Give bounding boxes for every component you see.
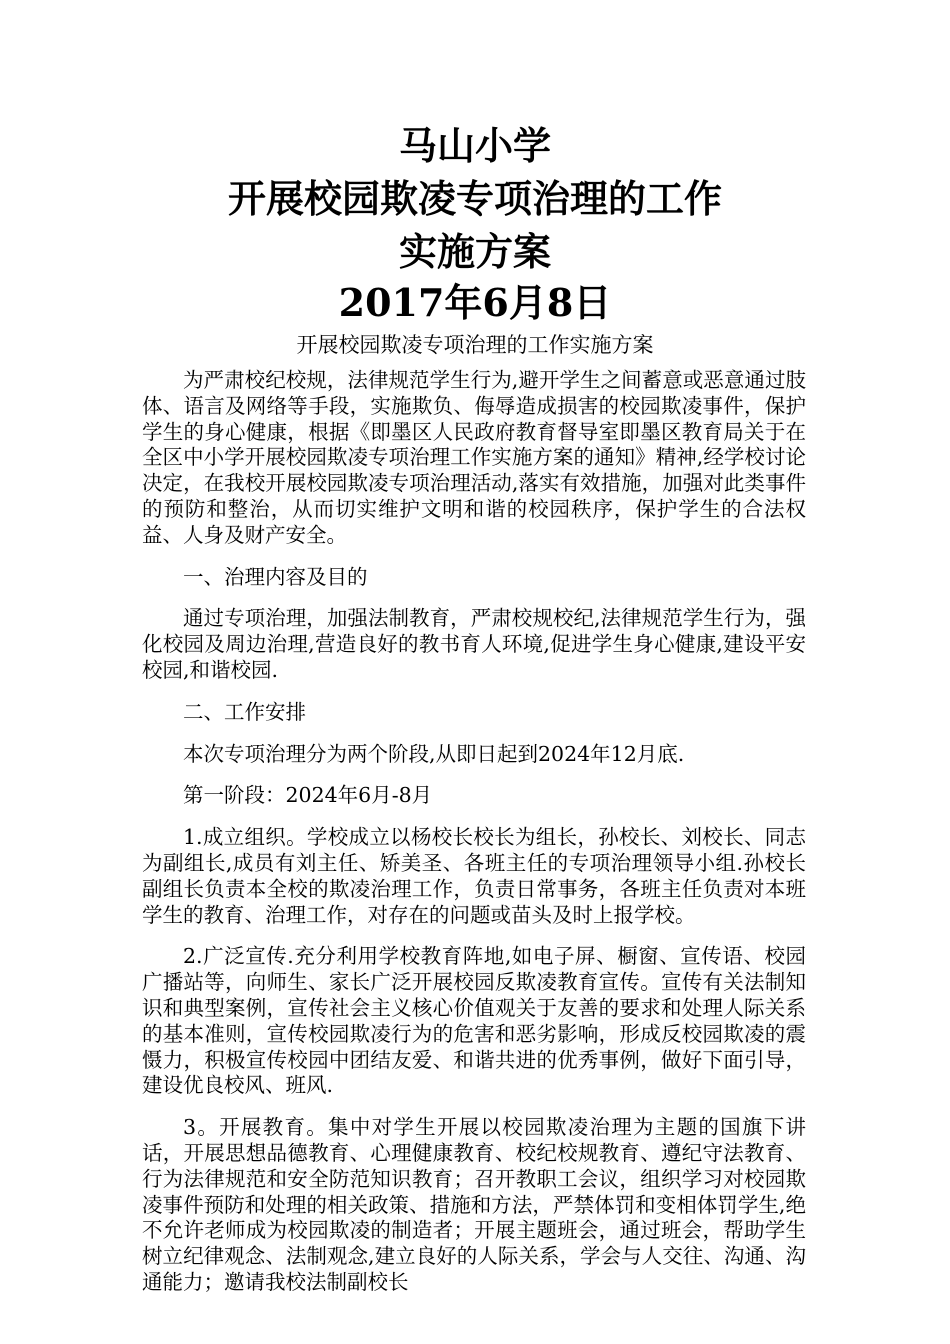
document-title-line-1: 开展校园欺凌专项治理的工作 <box>227 176 722 221</box>
schedule-paragraph: 本次专项治理分为两个阶段,从即日起到2024年12月底. <box>183 741 685 766</box>
section-heading-1: 一、治理内容及目的 <box>183 564 368 589</box>
document-date: 2017年6月8日 <box>338 280 612 325</box>
phase-one-heading: 第一阶段：2024年6月-8月 <box>183 783 433 808</box>
intro-paragraph: 为严肃校纪校规，法律规范学生行为,避开学生之间蓄意或恶意通过肢体、语言及网络等手段，实施欺负、侮辱造成损害的校园欺凌事件，保护学生的身心健康，根据《即墨区人民政府教育督导室即墨区教育局关于在全区中小学开展校园欺凌专项治理工作实施方案的通知》精神,经学校讨论决定，在我校开展校园欺凌专项治理活动,落实有效措施，加强对此类事件的预防和整治，从而切实维护文明和谐的校园秩序，保护学生的合法权益、人身及财产安全。 <box>142 368 806 547</box>
section-1-paragraph: 通过专项治理，加强法制教育，严肃校规校纪,法律规范学生行为，强化校园及周边治理,营造良好的教书育人环境,促进学生身心健康,建设平安校园,和谐校园. <box>142 606 806 682</box>
item-2-paragraph: 2.广泛宣传.充分利用学校教育阵地,如电子屏、橱窗、宣传语、校园广播站等，向师生、家长广泛开展校园反欺凌教育宣传。宣传有关法制知识和典型案例，宣传社会主义核心价值观关于友善的要求和处理人际关系的基本准则，宣传校园欺凌行为的危害和恶劣影响，形成反校园欺凌的震慑力，积极宣传校园中团结友爱、和谐共进的优秀事例，做好下面引导，建设优良校风、班风. <box>142 944 806 1098</box>
item-3-paragraph: 3。开展教育。集中对学生开展以校园欺凌治理为主题的国旗下讲话，开展思想品德教育、心理健康教育、校纪校规教育、遵纪守法教育、行为法律规范和安全防范知识教育；召开教职工会议，组织学习对校园欺凌事件预防和处理的相关政策、措施和方法，严禁体罚和变相体罚学生,绝不允许老师成为校园欺凌的制造者；开展主题班会，通过班会，帮助学生树立纪律观念、法制观念,建立良好的人际关系，学会与人交往、沟通、沟通能力；邀请我校法制副校长 <box>142 1115 806 1294</box>
document-subtitle: 开展校园欺凌专项治理的工作实施方案 <box>296 333 654 357</box>
school-name-title: 马山小学 <box>398 123 551 168</box>
document-title-line-2: 实施方案 <box>398 229 551 274</box>
document-body <box>142 368 806 1296</box>
section-heading-2: 二、工作安排 <box>183 699 306 724</box>
item-1-paragraph: 1.成立组织。学校成立以杨校长校长为组长，孙校长、刘校长、同志为副组长,成员有刘主任、矫美圣、各班主任的专项治理领导小组.孙校长副组长负责本全校的欺凌治理工作，负责日常事务，各班主任负责对本班学生的教育、治理工作，对存在的问题或苗头及时上报学校。 <box>142 825 806 927</box>
